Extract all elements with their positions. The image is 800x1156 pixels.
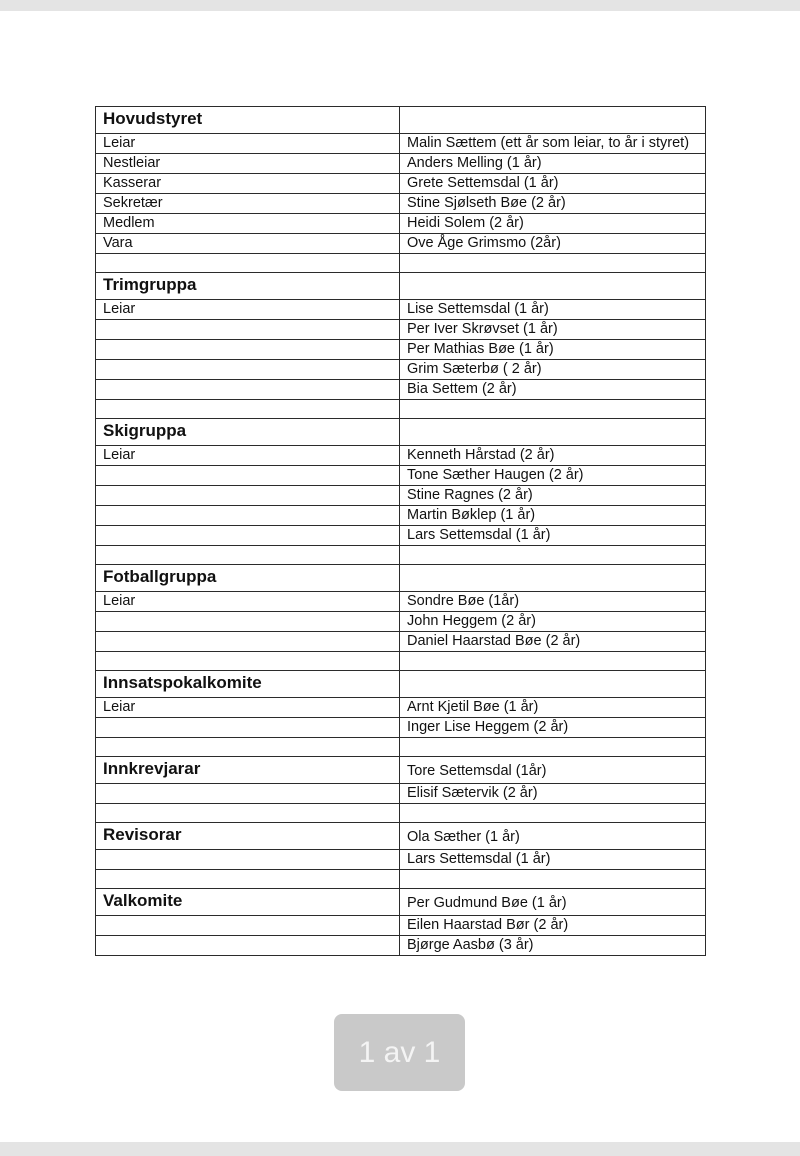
member-name: Bjørge Aasbø (3 år)	[400, 936, 706, 956]
member-role	[96, 612, 400, 632]
member-name: Tone Sæther Haugen (2 år)	[400, 466, 706, 486]
member-row	[96, 154, 706, 174]
member-role: Leiar	[96, 592, 400, 612]
member-row	[96, 718, 706, 738]
member-name: Lise Settemsdal (1 år)	[400, 300, 706, 320]
member-row	[96, 698, 706, 718]
member-name: Per Mathias Bøe (1 år)	[400, 340, 706, 360]
member-row	[96, 784, 706, 804]
member-name: Grim Sæterbø ( 2 år)	[400, 360, 706, 380]
spacer-cell	[96, 652, 400, 671]
spacer-cell	[96, 546, 400, 565]
member-row	[96, 592, 706, 612]
spacer-row	[96, 400, 706, 419]
member-role: Leiar	[96, 134, 400, 154]
group-heading-row	[96, 757, 706, 784]
member-role	[96, 360, 400, 380]
member-name: Kenneth Hårstad (2 år)	[400, 446, 706, 466]
spacer-cell	[96, 400, 400, 419]
member-row	[96, 300, 706, 320]
member-row	[96, 612, 706, 632]
group-title: Innkrevjarar	[96, 757, 400, 784]
member-role	[96, 850, 400, 870]
group-heading-member	[400, 565, 706, 592]
member-row	[96, 380, 706, 400]
member-row	[96, 506, 706, 526]
group-heading-member: Tore Settemsdal (1år)	[400, 757, 706, 784]
spacer-row	[96, 870, 706, 889]
group-title: Fotballgruppa	[96, 565, 400, 592]
spacer-row	[96, 738, 706, 757]
viewer-top-bar	[0, 0, 800, 11]
spacer-cell	[96, 870, 400, 889]
member-row	[96, 526, 706, 546]
member-role	[96, 466, 400, 486]
group-heading-member: Per Gudmund Bøe (1 år)	[400, 889, 706, 916]
group-heading-row	[96, 273, 706, 300]
member-role	[96, 320, 400, 340]
member-row	[96, 486, 706, 506]
spacer-cell	[400, 546, 706, 565]
member-role	[96, 340, 400, 360]
member-name: Stine Ragnes (2 år)	[400, 486, 706, 506]
group-heading-row	[96, 107, 706, 134]
member-name: Per Iver Skrøvset (1 år)	[400, 320, 706, 340]
spacer-cell	[96, 254, 400, 273]
group-heading-row	[96, 823, 706, 850]
member-role	[96, 784, 400, 804]
member-name: Malin Sættem (ett år som leiar, to år i styret)	[400, 134, 706, 154]
spacer-cell	[400, 400, 706, 419]
spacer-row	[96, 254, 706, 273]
spacer-cell	[96, 804, 400, 823]
member-row	[96, 320, 706, 340]
group-title: Valkomite	[96, 889, 400, 916]
member-row	[96, 134, 706, 154]
member-row	[96, 340, 706, 360]
member-row	[96, 234, 706, 254]
member-role	[96, 486, 400, 506]
spacer-cell	[400, 738, 706, 757]
member-name: Sondre Bøe (1år)	[400, 592, 706, 612]
group-heading-row	[96, 565, 706, 592]
viewer-bottom-bar	[0, 1142, 800, 1156]
member-name: Bia Settem (2 år)	[400, 380, 706, 400]
member-name: Daniel Haarstad Bøe (2 år)	[400, 632, 706, 652]
member-name: Lars Settemsdal (1 år)	[400, 526, 706, 546]
spacer-cell	[400, 870, 706, 889]
member-name: Martin Bøklep (1 år)	[400, 506, 706, 526]
member-row	[96, 446, 706, 466]
member-role: Leiar	[96, 300, 400, 320]
spacer-cell	[400, 804, 706, 823]
spacer-cell	[400, 254, 706, 273]
member-role	[96, 916, 400, 936]
member-role: Medlem	[96, 214, 400, 234]
member-name: Elisif Sætervik (2 år)	[400, 784, 706, 804]
group-heading-member: Ola Sæther (1 år)	[400, 823, 706, 850]
spacer-row	[96, 804, 706, 823]
group-heading-member	[400, 671, 706, 698]
member-row	[96, 916, 706, 936]
member-role	[96, 506, 400, 526]
member-role: Leiar	[96, 446, 400, 466]
member-role	[96, 632, 400, 652]
spacer-cell	[96, 738, 400, 757]
member-name: Eilen Haarstad Bør (2 år)	[400, 916, 706, 936]
member-role: Vara	[96, 234, 400, 254]
group-heading-row	[96, 419, 706, 446]
group-title: Trimgruppa	[96, 273, 400, 300]
page-indicator: 1 av 1	[334, 1014, 465, 1091]
member-row	[96, 936, 706, 956]
member-name: Stine Sjølseth Bøe (2 år)	[400, 194, 706, 214]
group-heading-member	[400, 419, 706, 446]
member-name: Heidi Solem (2 år)	[400, 214, 706, 234]
spacer-cell	[400, 652, 706, 671]
group-title: Innsatspokalkomite	[96, 671, 400, 698]
spacer-row	[96, 652, 706, 671]
member-name: Anders Melling (1 år)	[400, 154, 706, 174]
group-title: Hovudstyret	[96, 107, 400, 134]
member-role: Kasserar	[96, 174, 400, 194]
spacer-row	[96, 546, 706, 565]
member-name: John Heggem (2 år)	[400, 612, 706, 632]
group-heading-member	[400, 107, 706, 134]
member-role: Leiar	[96, 698, 400, 718]
roster-body	[96, 107, 706, 956]
member-row	[96, 214, 706, 234]
member-row	[96, 466, 706, 486]
group-heading-row	[96, 671, 706, 698]
member-role: Nestleiar	[96, 154, 400, 174]
group-heading-row	[96, 889, 706, 916]
member-role	[96, 526, 400, 546]
member-row	[96, 850, 706, 870]
member-role	[96, 936, 400, 956]
group-heading-member	[400, 273, 706, 300]
board-roster-table	[95, 106, 706, 956]
group-title: Skigruppa	[96, 419, 400, 446]
member-name: Inger Lise Heggem (2 år)	[400, 718, 706, 738]
member-row	[96, 194, 706, 214]
member-name: Arnt Kjetil Bøe (1 år)	[400, 698, 706, 718]
member-name: Lars Settemsdal (1 år)	[400, 850, 706, 870]
member-name: Grete Settemsdal (1 år)	[400, 174, 706, 194]
group-title: Revisorar	[96, 823, 400, 850]
member-row	[96, 360, 706, 380]
member-name: Ove Åge Grimsmo (2år)	[400, 234, 706, 254]
member-role	[96, 380, 400, 400]
member-role	[96, 718, 400, 738]
member-role: Sekretær	[96, 194, 400, 214]
member-row	[96, 174, 706, 194]
member-row	[96, 632, 706, 652]
